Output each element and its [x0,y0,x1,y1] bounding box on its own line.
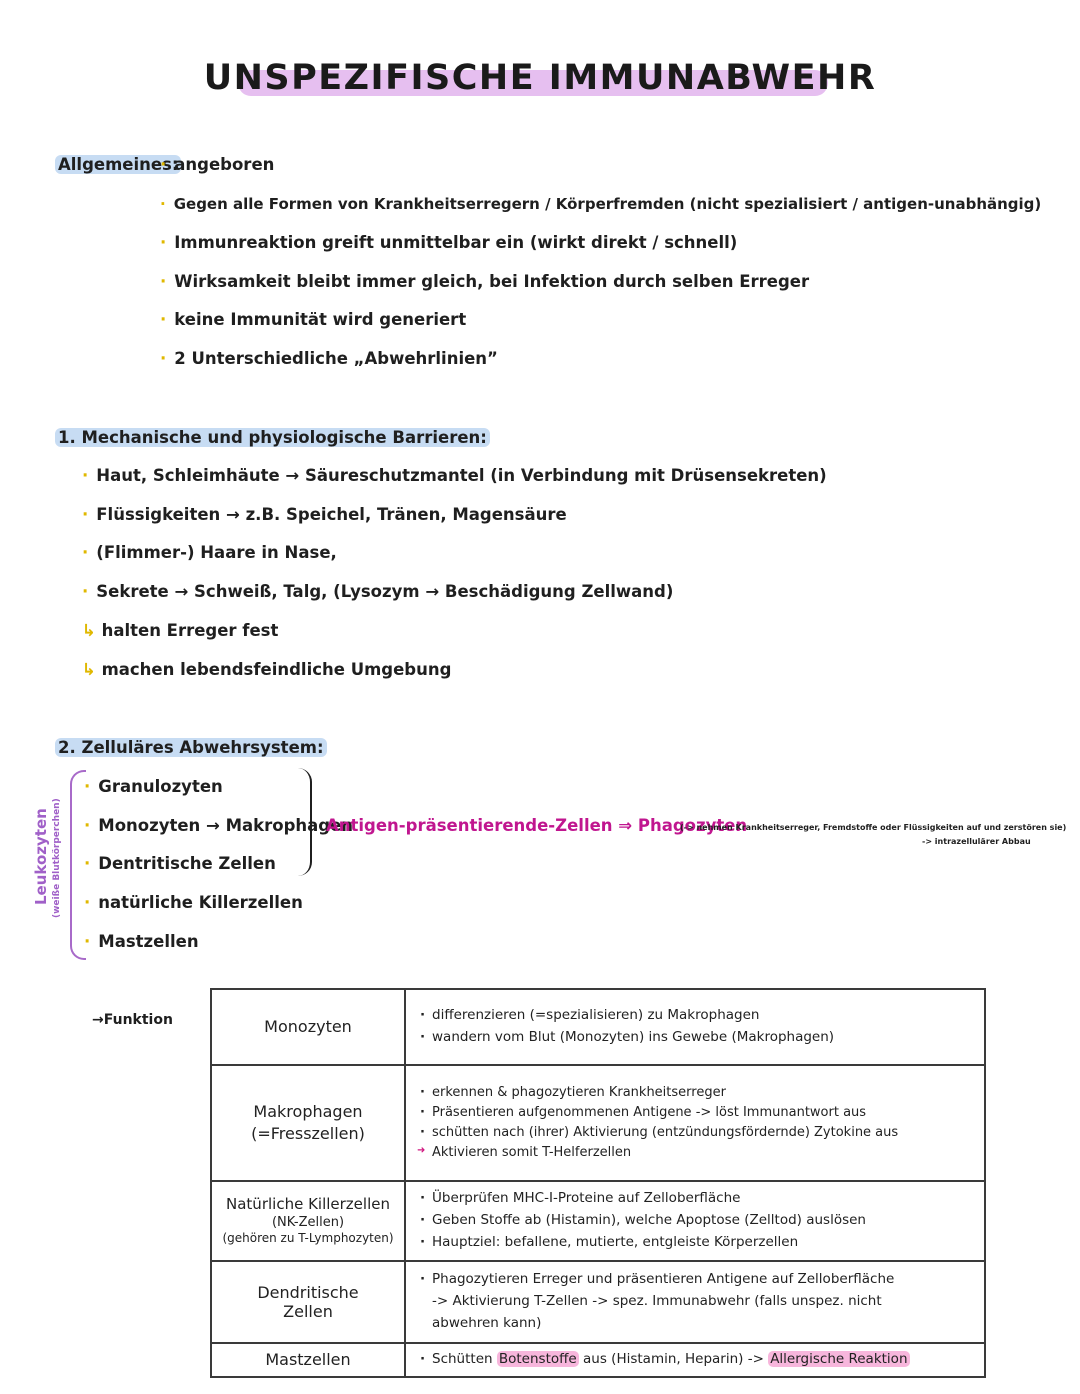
barrieren-item: · (Flimmer-) Haare in Nase, [82,543,337,562]
list-item: · erkennen & phagozytieren Krankheitserreger [432,1083,972,1103]
list-item: abwehren kann) [432,1314,542,1331]
allgemeines-item: · keine Immunität wird generiert [160,310,466,329]
list-item: · schütten nach (ihrer) Aktivierung (entzündungsfördernde) Zytokine aus [432,1123,972,1143]
zell-item: · Monozyten → Makrophagen [84,816,353,835]
barrieren-item: · Flüssigkeiten → z.B. Speichel, Tränen, Magensäure [82,505,567,524]
table-row [211,989,985,1065]
cell-name: Monozyten [211,989,405,1065]
list-item: · differenzieren (=spezialisieren) zu Makrophagen [432,1005,972,1027]
list-item: · Präsentieren aufgenommenen Antigene -> löst Immunantwort aus [432,1103,972,1123]
cell-name: Makrophagen (=Fresszellen) [211,1065,405,1181]
cell-name: Mastzellen [211,1343,405,1377]
zellulaer-heading: 2. Zelluläres Abwehrsystem: [55,738,327,757]
cell-points [405,989,985,1065]
function-table [210,988,986,1378]
leukozyten-label: Leukozyten [32,808,50,905]
list-item: · Hauptziel: befallene, mutierte, entgleiste Körperzellen [432,1232,972,1254]
zell-item: · Mastzellen [84,932,199,951]
list-item: -> Aktivierung T-Zellen -> spez. Immunabwehr (falls unspez. nicht [432,1293,882,1310]
allgemeines-item: · Immunreaktion greift unmittelbar ein (wirkt direkt / schnell) [160,233,737,252]
barrieren-effect: ↳ machen lebendsfeindliche Umgebung [82,660,452,679]
allgemeines-item: · Gegen alle Formen von Krankheitserregern / Körperfremden (nicht spezialisiert / antigen-unabhängig) [160,195,1041,213]
page-title: UNSPEZIFISCHE IMMUNABWEHR [203,58,877,98]
allgemeines-label: Allgemeines: [55,155,181,174]
zell-item: · Granulozyten [84,777,223,796]
list-item: · Phagozytieren Erreger und präsentieren Antigene auf Zelloberfläche [432,1269,972,1291]
list-item: · Überprüfen MHC-I-Proteine auf Zelloberfläche [432,1188,972,1210]
zell-item: · Dentritische Zellen [84,854,276,873]
funktion-label: →Funktion [92,1012,173,1028]
list-item: · Geben Stoffe ab (Histamin), welche Apoptose (Zelltod) auslösen [432,1210,972,1232]
allgemeines-item: · Wirksamkeit bleibt immer gleich, bei Infektion durch selben Erreger [160,272,809,291]
cell-points [405,1065,985,1181]
cell-name: Dendritische Zellen [211,1261,405,1343]
zell-item: · natürliche Killerzellen [84,893,303,912]
apc-note: (-> nehmen Krankheitserreger, Fremdstoffe oder Flüssigkeiten auf und zerstören sie) [680,823,1067,832]
apc-label: Antigen-präsentierende-Zellen ⇒ Phagozyten [326,816,748,835]
return-arrow-icon: ↳ [82,621,96,640]
barrieren-item: · Sekrete → Schweiß, Talg, (Lysozym → Beschädigung Zellwand) [82,582,673,601]
cell-name: Natürliche Killerzellen (NK-Zellen) (gehören zu T-Lymphozyten) [211,1181,405,1261]
leukozyten-sublabel: (weiße Blutkörperchen) [52,798,62,918]
return-arrow-icon: ↳ [82,660,96,679]
cell-points [405,1181,985,1261]
list-item: ➜ Aktivieren somit T-Helferzellen [432,1143,972,1163]
barrieren-heading: 1. Mechanische und physiologische Barrieren: [55,428,490,447]
allgemeines-item: · angeboren [160,155,274,174]
allgemeines-item: · 2 Unterschiedliche „Abwehrlinien” [160,349,498,368]
list-item: · Schütten Botenstoffe aus (Histamin, Heparin) -> Allergische Reaktion [432,1349,972,1371]
list-item: · wandern vom Blut (Monozyten) ins Gewebe (Makrophagen) [432,1027,972,1049]
cell-points [405,1343,985,1377]
cell-points [405,1261,985,1343]
curly-brace [296,768,312,876]
barrieren-effect: ↳ halten Erreger fest [82,621,279,640]
apc-note-2: -> intrazellulärer Abbau [922,837,1031,846]
barrieren-item: · Haut, Schleimhäute → Säureschutzmantel (in Verbindung mit Drüsensekreten) [82,466,827,485]
table-row [211,1065,985,1181]
table-row [211,1181,985,1261]
table-row [211,1343,985,1377]
table-row [211,1261,985,1343]
